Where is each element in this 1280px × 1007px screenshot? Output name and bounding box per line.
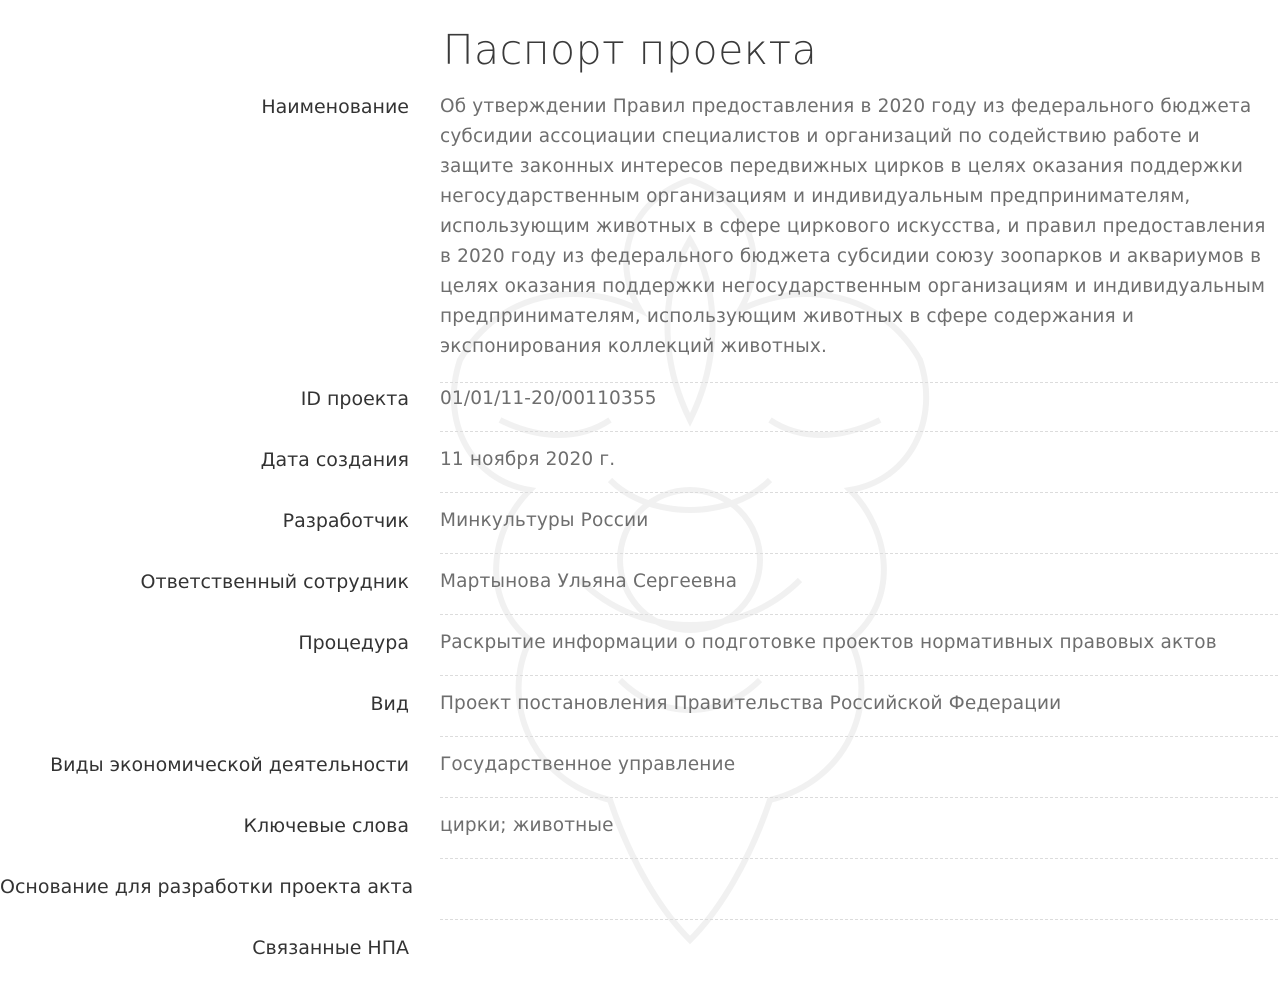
passport-row-keywords xyxy=(0,810,1280,871)
row-value xyxy=(440,871,1278,920)
passport-row-related-acts xyxy=(0,932,1280,993)
row-value: Минкультуры России xyxy=(440,505,1278,554)
row-label: Наименование xyxy=(261,96,409,118)
passport-row-basis xyxy=(0,871,1280,932)
passport-row-procedure xyxy=(0,627,1280,688)
row-label: Разработчик xyxy=(282,510,409,532)
passport-row-id xyxy=(0,383,1280,444)
project-passport xyxy=(0,91,1280,993)
row-value: цирки; животные xyxy=(440,810,1278,859)
passport-row-developer xyxy=(0,505,1280,566)
row-label: Ответственный сотрудник xyxy=(140,571,409,593)
row-value: Государственное управление xyxy=(440,749,1278,798)
row-value: 01/01/11-20/00110355 xyxy=(440,383,1278,432)
row-value: Мартынова Ульяна Сергеевна xyxy=(440,566,1278,615)
row-label: ID проекта xyxy=(300,388,409,410)
row-label: Вид xyxy=(370,693,409,715)
row-value: Об утверждении Правил предоставления в 2020 году из федерального бюджета субсидии ассоциации специалистов и организаций по содействию работе и защите законных интересов передвижных цирков в целях оказания поддержки негосударственным организациям и индивидуальным предпринимателям, использующим животных в сфере циркового искусства, и правил предоставления в 2020 году из федерального бюджета субсидии союзу зоопарков и аквариумов в целях оказания поддержки негосударственным организациям и индивидуальным предпринимателям, использующим животных в сфере содержания и экспонирования коллекций животных. xyxy=(440,91,1278,383)
row-value xyxy=(440,932,1278,980)
row-value: 11 ноября 2020 г. xyxy=(440,444,1278,493)
row-label: Ключевые слова xyxy=(243,815,409,837)
row-label: Процедура xyxy=(298,632,409,654)
passport-row-responsible xyxy=(0,566,1280,627)
page-title: Паспорт проекта xyxy=(442,26,818,74)
passport-row-created-date xyxy=(0,444,1280,505)
row-value: Проект постановления Правительства Российской Федерации xyxy=(440,688,1278,737)
passport-row-economic-activity xyxy=(0,749,1280,810)
passport-row-kind xyxy=(0,688,1280,749)
row-label: Основание для разработки проекта акта xyxy=(0,876,414,898)
row-value: Раскрытие информации о подготовке проектов нормативных правовых актов xyxy=(440,627,1278,676)
passport-row-name xyxy=(0,91,1280,383)
row-label: Связанные НПА xyxy=(252,937,409,959)
row-label: Дата создания xyxy=(260,449,409,471)
row-label: Виды экономической деятельности xyxy=(50,754,409,776)
